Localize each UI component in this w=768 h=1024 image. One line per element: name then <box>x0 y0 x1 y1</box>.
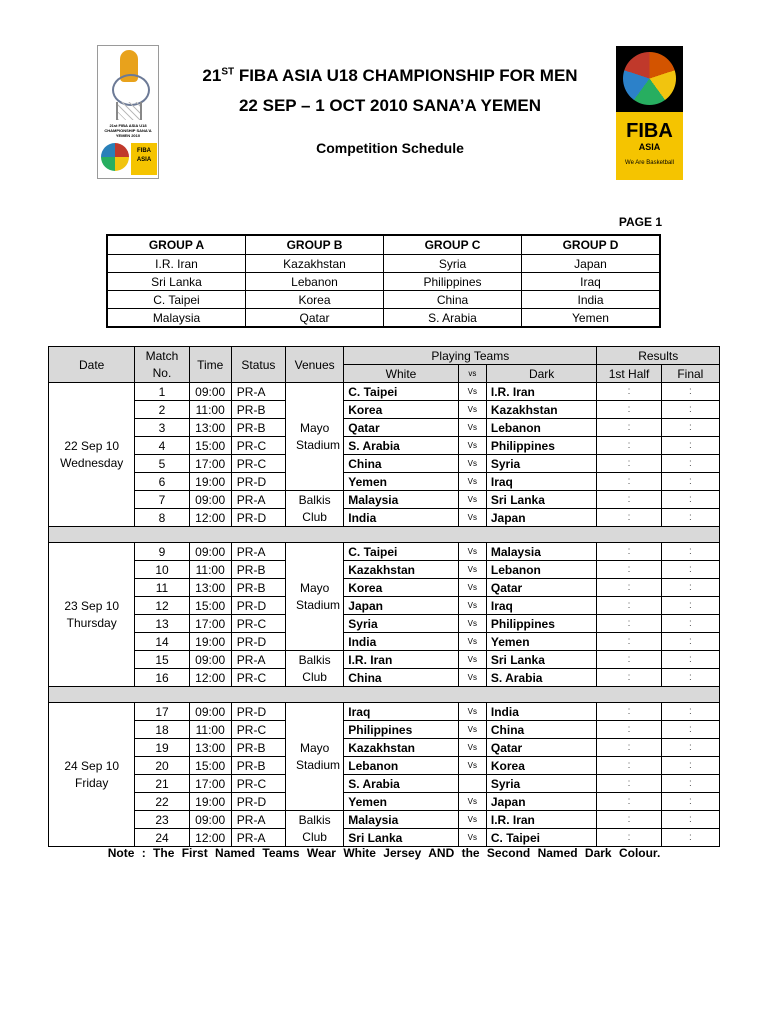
dark-team: Yemen <box>486 633 597 651</box>
group-team-cell: Yemen <box>522 309 661 328</box>
match-row <box>49 543 720 561</box>
white-team: Kazakhstan <box>344 561 459 579</box>
match-number: 18 <box>135 721 189 739</box>
match-number: 13 <box>135 615 189 633</box>
day-date: 24 Sep 10 <box>64 758 120 773</box>
match-time: 13:00 <box>189 739 231 757</box>
match-status: PR-D <box>231 473 285 491</box>
match-number: 15 <box>135 651 189 669</box>
final-header: Final <box>661 365 719 383</box>
vs-label <box>458 775 486 793</box>
group-team-cell: China <box>384 291 522 309</box>
match-row <box>49 721 720 739</box>
match-time: 09:00 <box>189 811 231 829</box>
first-half-result: : <box>597 793 661 811</box>
venues-header: Venues <box>286 347 344 383</box>
day-date-cell <box>49 383 135 527</box>
page-number: PAGE 1 <box>618 215 662 229</box>
group-team-cell: India <box>522 291 661 309</box>
group-team-cell: Kazakhstan <box>246 255 384 273</box>
white-team: C. Taipei <box>344 383 459 401</box>
vs-label: Vs <box>458 491 486 509</box>
match-number: 22 <box>135 793 189 811</box>
final-result: : <box>661 615 719 633</box>
schedule-table <box>48 346 720 847</box>
first-half-result: : <box>597 775 661 793</box>
dark-team: C. Taipei <box>486 829 597 847</box>
dark-team: Sri Lanka <box>486 491 597 509</box>
first-half-result: : <box>597 739 661 757</box>
vs-label: Vs <box>458 793 486 811</box>
group-team-cell: Japan <box>522 255 661 273</box>
match-status: PR-D <box>231 509 285 527</box>
groups-header-row <box>107 235 660 255</box>
page-title <box>180 66 600 86</box>
final-result: : <box>661 509 719 527</box>
title-ordinal: ST <box>221 66 235 78</box>
first-half-result: : <box>597 651 661 669</box>
match-time: 17:00 <box>189 775 231 793</box>
match-no-header: Match No. <box>135 347 189 383</box>
vs-label: Vs <box>458 401 486 419</box>
dark-team: Syria <box>486 455 597 473</box>
final-result: : <box>661 597 719 615</box>
white-team: Korea <box>344 579 459 597</box>
white-team: Syria <box>344 615 459 633</box>
final-result: : <box>661 757 719 775</box>
match-status: PR-B <box>231 561 285 579</box>
vs-label: Vs <box>458 579 486 597</box>
groups-row <box>107 273 660 291</box>
match-number: 23 <box>135 811 189 829</box>
white-team: Yemen <box>344 793 459 811</box>
first-half-result: : <box>597 703 661 721</box>
match-number: 3 <box>135 419 189 437</box>
match-time: 15:00 <box>189 437 231 455</box>
first-half-result: : <box>597 561 661 579</box>
groups-table <box>106 234 661 328</box>
date-header: Date <box>49 347 135 383</box>
group-team-cell: Iraq <box>522 273 661 291</box>
match-row <box>49 437 720 455</box>
match-number: 19 <box>135 739 189 757</box>
vs-label: Vs <box>458 509 486 527</box>
vs-label: Vs <box>458 739 486 757</box>
match-time: 12:00 <box>189 669 231 687</box>
match-time: 17:00 <box>189 615 231 633</box>
match-status: PR-B <box>231 401 285 419</box>
fiba-wordmark: FIBA <box>626 120 673 142</box>
day-date-cell <box>49 703 135 847</box>
dark-team: Philippines <box>486 437 597 455</box>
white-team: China <box>344 669 459 687</box>
final-result: : <box>661 739 719 757</box>
match-row <box>49 455 720 473</box>
vs-label: Vs <box>458 597 486 615</box>
title-text: FIBA ASIA U18 CHAMPIONSHIP FOR MEN <box>234 66 578 85</box>
vs-label: Vs <box>458 543 486 561</box>
vs-label: Vs <box>458 437 486 455</box>
first-half-result: : <box>597 419 661 437</box>
match-time: 13:00 <box>189 419 231 437</box>
vs-label: Vs <box>458 615 486 633</box>
fiba-asia-mini-logo: FIBA ASIA <box>131 143 157 175</box>
group-team-cell: Qatar <box>246 309 384 328</box>
match-row <box>49 829 720 847</box>
day-date: 23 Sep 10 <box>64 598 120 613</box>
white-team: India <box>344 509 459 527</box>
match-row <box>49 561 720 579</box>
match-time: 15:00 <box>189 757 231 775</box>
match-number: 10 <box>135 561 189 579</box>
dark-team: Sri Lanka <box>486 651 597 669</box>
first-half-result: : <box>597 401 661 419</box>
first-half-result: : <box>597 615 661 633</box>
match-time: 09:00 <box>189 543 231 561</box>
match-row <box>49 579 720 597</box>
match-time: 09:00 <box>189 703 231 721</box>
match-number: 7 <box>135 491 189 509</box>
dark-header: Dark <box>486 365 597 383</box>
white-team: Japan <box>344 597 459 615</box>
status-header: Status <box>231 347 285 383</box>
final-result: : <box>661 721 719 739</box>
first-half-result: : <box>597 455 661 473</box>
first-half-result: : <box>597 597 661 615</box>
vs-label: Vs <box>458 419 486 437</box>
match-status: PR-A <box>231 651 285 669</box>
dark-team: I.R. Iran <box>486 811 597 829</box>
venue-cell: Balkis Club <box>286 651 344 687</box>
white-team: Iraq <box>344 703 459 721</box>
match-status: PR-A <box>231 829 285 847</box>
final-result: : <box>661 543 719 561</box>
final-result: : <box>661 491 719 509</box>
match-row <box>49 739 720 757</box>
venue-cell: Mayo Stadium <box>286 543 344 651</box>
final-result: : <box>661 793 719 811</box>
vs-label: Vs <box>458 757 486 775</box>
white-team: India <box>344 633 459 651</box>
first-half-result: : <box>597 491 661 509</box>
match-status: PR-C <box>231 455 285 473</box>
fiba-tagline: We Are Basketball <box>625 160 674 166</box>
match-status: PR-D <box>231 633 285 651</box>
vs-label: Vs <box>458 455 486 473</box>
match-status: PR-C <box>231 775 285 793</box>
match-status: PR-A <box>231 543 285 561</box>
final-result: : <box>661 455 719 473</box>
final-result: : <box>661 401 719 419</box>
match-time: 09:00 <box>189 383 231 401</box>
match-number: 11 <box>135 579 189 597</box>
match-number: 8 <box>135 509 189 527</box>
day-weekday: Wednesday <box>60 455 124 470</box>
logo-caption: 21st FIBA ASIA U18 CHAMPIONSHIP SANA'A YEMEN 2010 <box>104 123 152 138</box>
match-time: 09:00 <box>189 651 231 669</box>
first-half-result: : <box>597 579 661 597</box>
dark-team: Malaysia <box>486 543 597 561</box>
white-team: C. Taipei <box>344 543 459 561</box>
day-separator <box>49 527 720 543</box>
basketball-icon <box>623 52 676 105</box>
white-team: Philippines <box>344 721 459 739</box>
group-c-header: GROUP C <box>384 235 522 255</box>
page-title-dates: 22 SEP – 1 OCT 2010 SANA’A YEMEN <box>238 96 542 115</box>
basketball-icon <box>101 143 129 171</box>
vs-label: Vs <box>458 473 486 491</box>
dark-team: Iraq <box>486 597 597 615</box>
first-half-result: : <box>597 757 661 775</box>
match-time: 11:00 <box>189 561 231 579</box>
match-number: 4 <box>135 437 189 455</box>
first-half-result: : <box>597 473 661 491</box>
group-b-header: GROUP B <box>246 235 384 255</box>
vs-label: Vs <box>458 383 486 401</box>
dark-team: S. Arabia <box>486 669 597 687</box>
day-weekday: Friday <box>75 775 109 790</box>
day-weekday: Thursday <box>66 615 117 630</box>
match-time: 13:00 <box>189 579 231 597</box>
day-separator <box>49 687 720 703</box>
final-result: : <box>661 473 719 491</box>
match-row <box>49 757 720 775</box>
white-team: Sri Lanka <box>344 829 459 847</box>
vs-label: Vs <box>458 651 486 669</box>
venue-cell: Mayo Stadium <box>286 383 344 491</box>
group-team-cell: Philippines <box>384 273 522 291</box>
match-number: 9 <box>135 543 189 561</box>
time-header: Time <box>189 347 231 383</box>
basketball-net-icon <box>116 102 142 120</box>
first-half-result: : <box>597 811 661 829</box>
dark-team: Lebanon <box>486 561 597 579</box>
match-row <box>49 633 720 651</box>
white-team: Korea <box>344 401 459 419</box>
match-time: 19:00 <box>189 633 231 651</box>
first-half-header: 1st Half <box>597 365 661 383</box>
match-number: 16 <box>135 669 189 687</box>
vs-label: Vs <box>458 669 486 687</box>
white-team: China <box>344 455 459 473</box>
dark-team: Japan <box>486 509 597 527</box>
first-half-result: : <box>597 509 661 527</box>
group-team-cell: Lebanon <box>246 273 384 291</box>
final-result: : <box>661 437 719 455</box>
match-status: PR-D <box>231 703 285 721</box>
white-team: Malaysia <box>344 811 459 829</box>
match-number: 17 <box>135 703 189 721</box>
day-date: 22 Sep 10 <box>64 438 120 453</box>
group-team-cell: Syria <box>384 255 522 273</box>
match-status: PR-A <box>231 383 285 401</box>
page-subtitle: Competition Schedule <box>316 140 464 156</box>
groups-row <box>107 255 660 273</box>
final-result: : <box>661 775 719 793</box>
first-half-result: : <box>597 829 661 847</box>
group-team-cell: S. Arabia <box>384 309 522 328</box>
vs-label: Vs <box>458 561 486 579</box>
match-row <box>49 811 720 829</box>
final-result: : <box>661 419 719 437</box>
vs-label: Vs <box>458 721 486 739</box>
match-status: PR-C <box>231 669 285 687</box>
white-team: Kazakhstan <box>344 739 459 757</box>
final-result: : <box>661 633 719 651</box>
match-row <box>49 615 720 633</box>
match-number: 14 <box>135 633 189 651</box>
separator-cell <box>49 687 720 703</box>
final-result: : <box>661 669 719 687</box>
match-status: PR-B <box>231 739 285 757</box>
dark-team: China <box>486 721 597 739</box>
match-row <box>49 651 720 669</box>
group-team-cell: Korea <box>246 291 384 309</box>
match-row <box>49 383 720 401</box>
match-time: 17:00 <box>189 455 231 473</box>
white-team: Yemen <box>344 473 459 491</box>
first-half-result: : <box>597 633 661 651</box>
match-status: PR-B <box>231 579 285 597</box>
vs-label: Vs <box>458 829 486 847</box>
final-result: : <box>661 811 719 829</box>
final-result: : <box>661 561 719 579</box>
match-row <box>49 793 720 811</box>
dark-team: Lebanon <box>486 419 597 437</box>
final-result: : <box>661 383 719 401</box>
final-result: : <box>661 651 719 669</box>
match-time: 09:00 <box>189 491 231 509</box>
match-number: 24 <box>135 829 189 847</box>
dark-team: Qatar <box>486 739 597 757</box>
first-half-result: : <box>597 383 661 401</box>
groups-row <box>107 291 660 309</box>
group-team-cell: C. Taipei <box>107 291 246 309</box>
schedule-header-row <box>49 347 720 365</box>
match-status: PR-C <box>231 721 285 739</box>
match-status: PR-C <box>231 615 285 633</box>
first-half-result: : <box>597 543 661 561</box>
dark-team: Philippines <box>486 615 597 633</box>
vs-header: vs <box>458 365 486 383</box>
venue-cell: Balkis Club <box>286 491 344 527</box>
match-time: 11:00 <box>189 721 231 739</box>
white-team: Malaysia <box>344 491 459 509</box>
final-result: : <box>661 829 719 847</box>
white-header: White <box>344 365 459 383</box>
vs-label: Vs <box>458 811 486 829</box>
match-number: 5 <box>135 455 189 473</box>
match-status: PR-B <box>231 419 285 437</box>
match-number: 2 <box>135 401 189 419</box>
match-status: PR-D <box>231 597 285 615</box>
match-time: 15:00 <box>189 597 231 615</box>
results-header: Results <box>597 347 720 365</box>
match-row <box>49 419 720 437</box>
group-team-cell: Malaysia <box>107 309 246 328</box>
final-result: : <box>661 703 719 721</box>
group-team-cell: I.R. Iran <box>107 255 246 273</box>
dark-team: Qatar <box>486 579 597 597</box>
match-status: PR-A <box>231 491 285 509</box>
group-team-cell: Sri Lanka <box>107 273 246 291</box>
final-result: : <box>661 579 719 597</box>
jersey-note: Note : The First Named Teams Wear White Jersey AND the Second Named Dark Colour. <box>107 846 661 860</box>
venue-cell: Balkis Club <box>286 811 344 847</box>
white-team: Lebanon <box>344 757 459 775</box>
match-time: 19:00 <box>189 473 231 491</box>
match-time: 19:00 <box>189 793 231 811</box>
championship-logo <box>97 45 159 179</box>
match-status: PR-C <box>231 437 285 455</box>
white-team: I.R. Iran <box>344 651 459 669</box>
groups-row <box>107 309 660 328</box>
first-half-result: : <box>597 437 661 455</box>
match-status: PR-A <box>231 811 285 829</box>
match-row <box>49 491 720 509</box>
match-row <box>49 669 720 687</box>
venue-cell: Mayo Stadium <box>286 703 344 811</box>
first-half-result: : <box>597 721 661 739</box>
match-status: PR-D <box>231 793 285 811</box>
match-number: 12 <box>135 597 189 615</box>
match-row <box>49 703 720 721</box>
dark-team: Korea <box>486 757 597 775</box>
match-number: 20 <box>135 757 189 775</box>
match-time: 11:00 <box>189 401 231 419</box>
vs-label: Vs <box>458 633 486 651</box>
group-d-header: GROUP D <box>522 235 661 255</box>
dark-team: Syria <box>486 775 597 793</box>
match-number: 21 <box>135 775 189 793</box>
dark-team: Kazakhstan <box>486 401 597 419</box>
dark-team: Japan <box>486 793 597 811</box>
dark-team: India <box>486 703 597 721</box>
match-number: 6 <box>135 473 189 491</box>
match-status: PR-B <box>231 757 285 775</box>
match-row <box>49 775 720 793</box>
title-number: 21 <box>202 66 222 85</box>
playing-teams-header: Playing Teams <box>344 347 597 365</box>
group-a-header: GROUP A <box>107 235 246 255</box>
asia-wordmark: ASIA <box>638 142 661 152</box>
match-number: 1 <box>135 383 189 401</box>
fiba-asia-logo <box>616 46 683 180</box>
white-team: Qatar <box>344 419 459 437</box>
dark-team: I.R. Iran <box>486 383 597 401</box>
match-row <box>49 597 720 615</box>
vs-label: Vs <box>458 703 486 721</box>
match-row <box>49 401 720 419</box>
match-time: 12:00 <box>189 829 231 847</box>
separator-cell <box>49 527 720 543</box>
match-time: 12:00 <box>189 509 231 527</box>
dark-team: Iraq <box>486 473 597 491</box>
match-row <box>49 509 720 527</box>
white-team: S. Arabia <box>344 437 459 455</box>
white-team: S. Arabia <box>344 775 459 793</box>
day-date-cell <box>49 543 135 687</box>
match-row <box>49 473 720 491</box>
first-half-result: : <box>597 669 661 687</box>
